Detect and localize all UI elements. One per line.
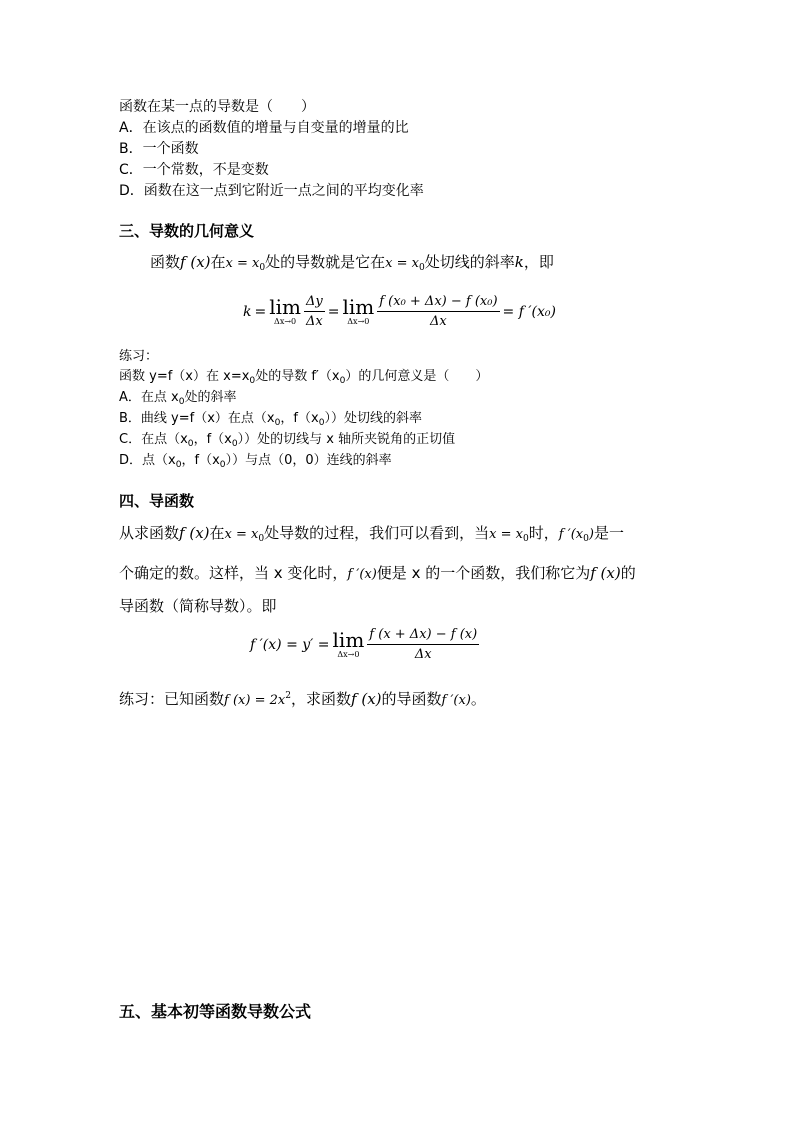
practice3-line: 练习：已知函数f $(x) = 2x^2$，求函数f (x)的导函数f ′(x)。 [119,690,486,708]
q1-option-b: B．一个函数 [119,141,199,157]
practice2-option-d: D．点（$x_0$，$f(x_0)$）与点（0，0）连线的斜率 [119,453,392,470]
q1-option-c: C．一个常数，不是变数 [119,162,269,178]
derivative-function-formula: f ′(x) = y′ = lim Δx→0 $\frac{f (x + \Delta x) - f (x)}{\Delta x}$ [250,627,478,662]
q1-option-a: A．在该点的函数值的增量与自变量的增量的比 [119,120,409,136]
section4-paragraph-line3: 导函数（简称导数）。即 [119,597,277,615]
section4-paragraph-line2: 个确定的数。这样，当 x 变化时，f ′(x)便是 x 的一个函数，我们称它为f (x)的 [119,564,636,582]
practice2-label: 练习： [119,349,159,364]
section3-heading: 三、导数的几何意义 [119,222,255,240]
section4-paragraph-line1: 从求函数f (x)在$x = x_0$处导数的过程，我们可以看到，当$x = x_0$时，f $'(x_0)$是一 [119,524,624,544]
section5-heading: 五、基本初等函数导数公式 [119,1002,312,1021]
q1-option-d: D．函数在这一点到它附近一点之间的平均变化率 [119,183,424,199]
practice2-option-b: B．曲线 y=f（x）在点（$x_0$，$f(x_0)$）处切线的斜率 [119,411,422,428]
practice2-option-a: A．在点 $x_0$处的斜率 [119,390,237,407]
practice2-stem: 函数 y=f（x）在 $x=x_0$处的导数 $f'(x_0)$的几何意义是（ ） [119,369,489,386]
tangent-slope-formula: k = lim Δx→0 $\frac{\Delta y}{\Delta x}$ = lim Δx→0 $\frac{\text{f (x₀ + Δx) − f (x₀)}}{\Delta x}$ = f ′(x₀) [243,294,556,329]
q1-stem: 函数在某一点的导数是（ ） [119,99,315,115]
section4-heading: 四、导函数 [119,492,195,510]
practice2-option-c: C．在点（$x_0$，$f(x_0)$）处的切线与 x 轴所夹锐角的正切值 [119,432,456,449]
section3-intro: 函数f (x)在$x = x_0$处的导数就是它在$x = x_0$处切线的斜率k，即 [150,253,554,273]
